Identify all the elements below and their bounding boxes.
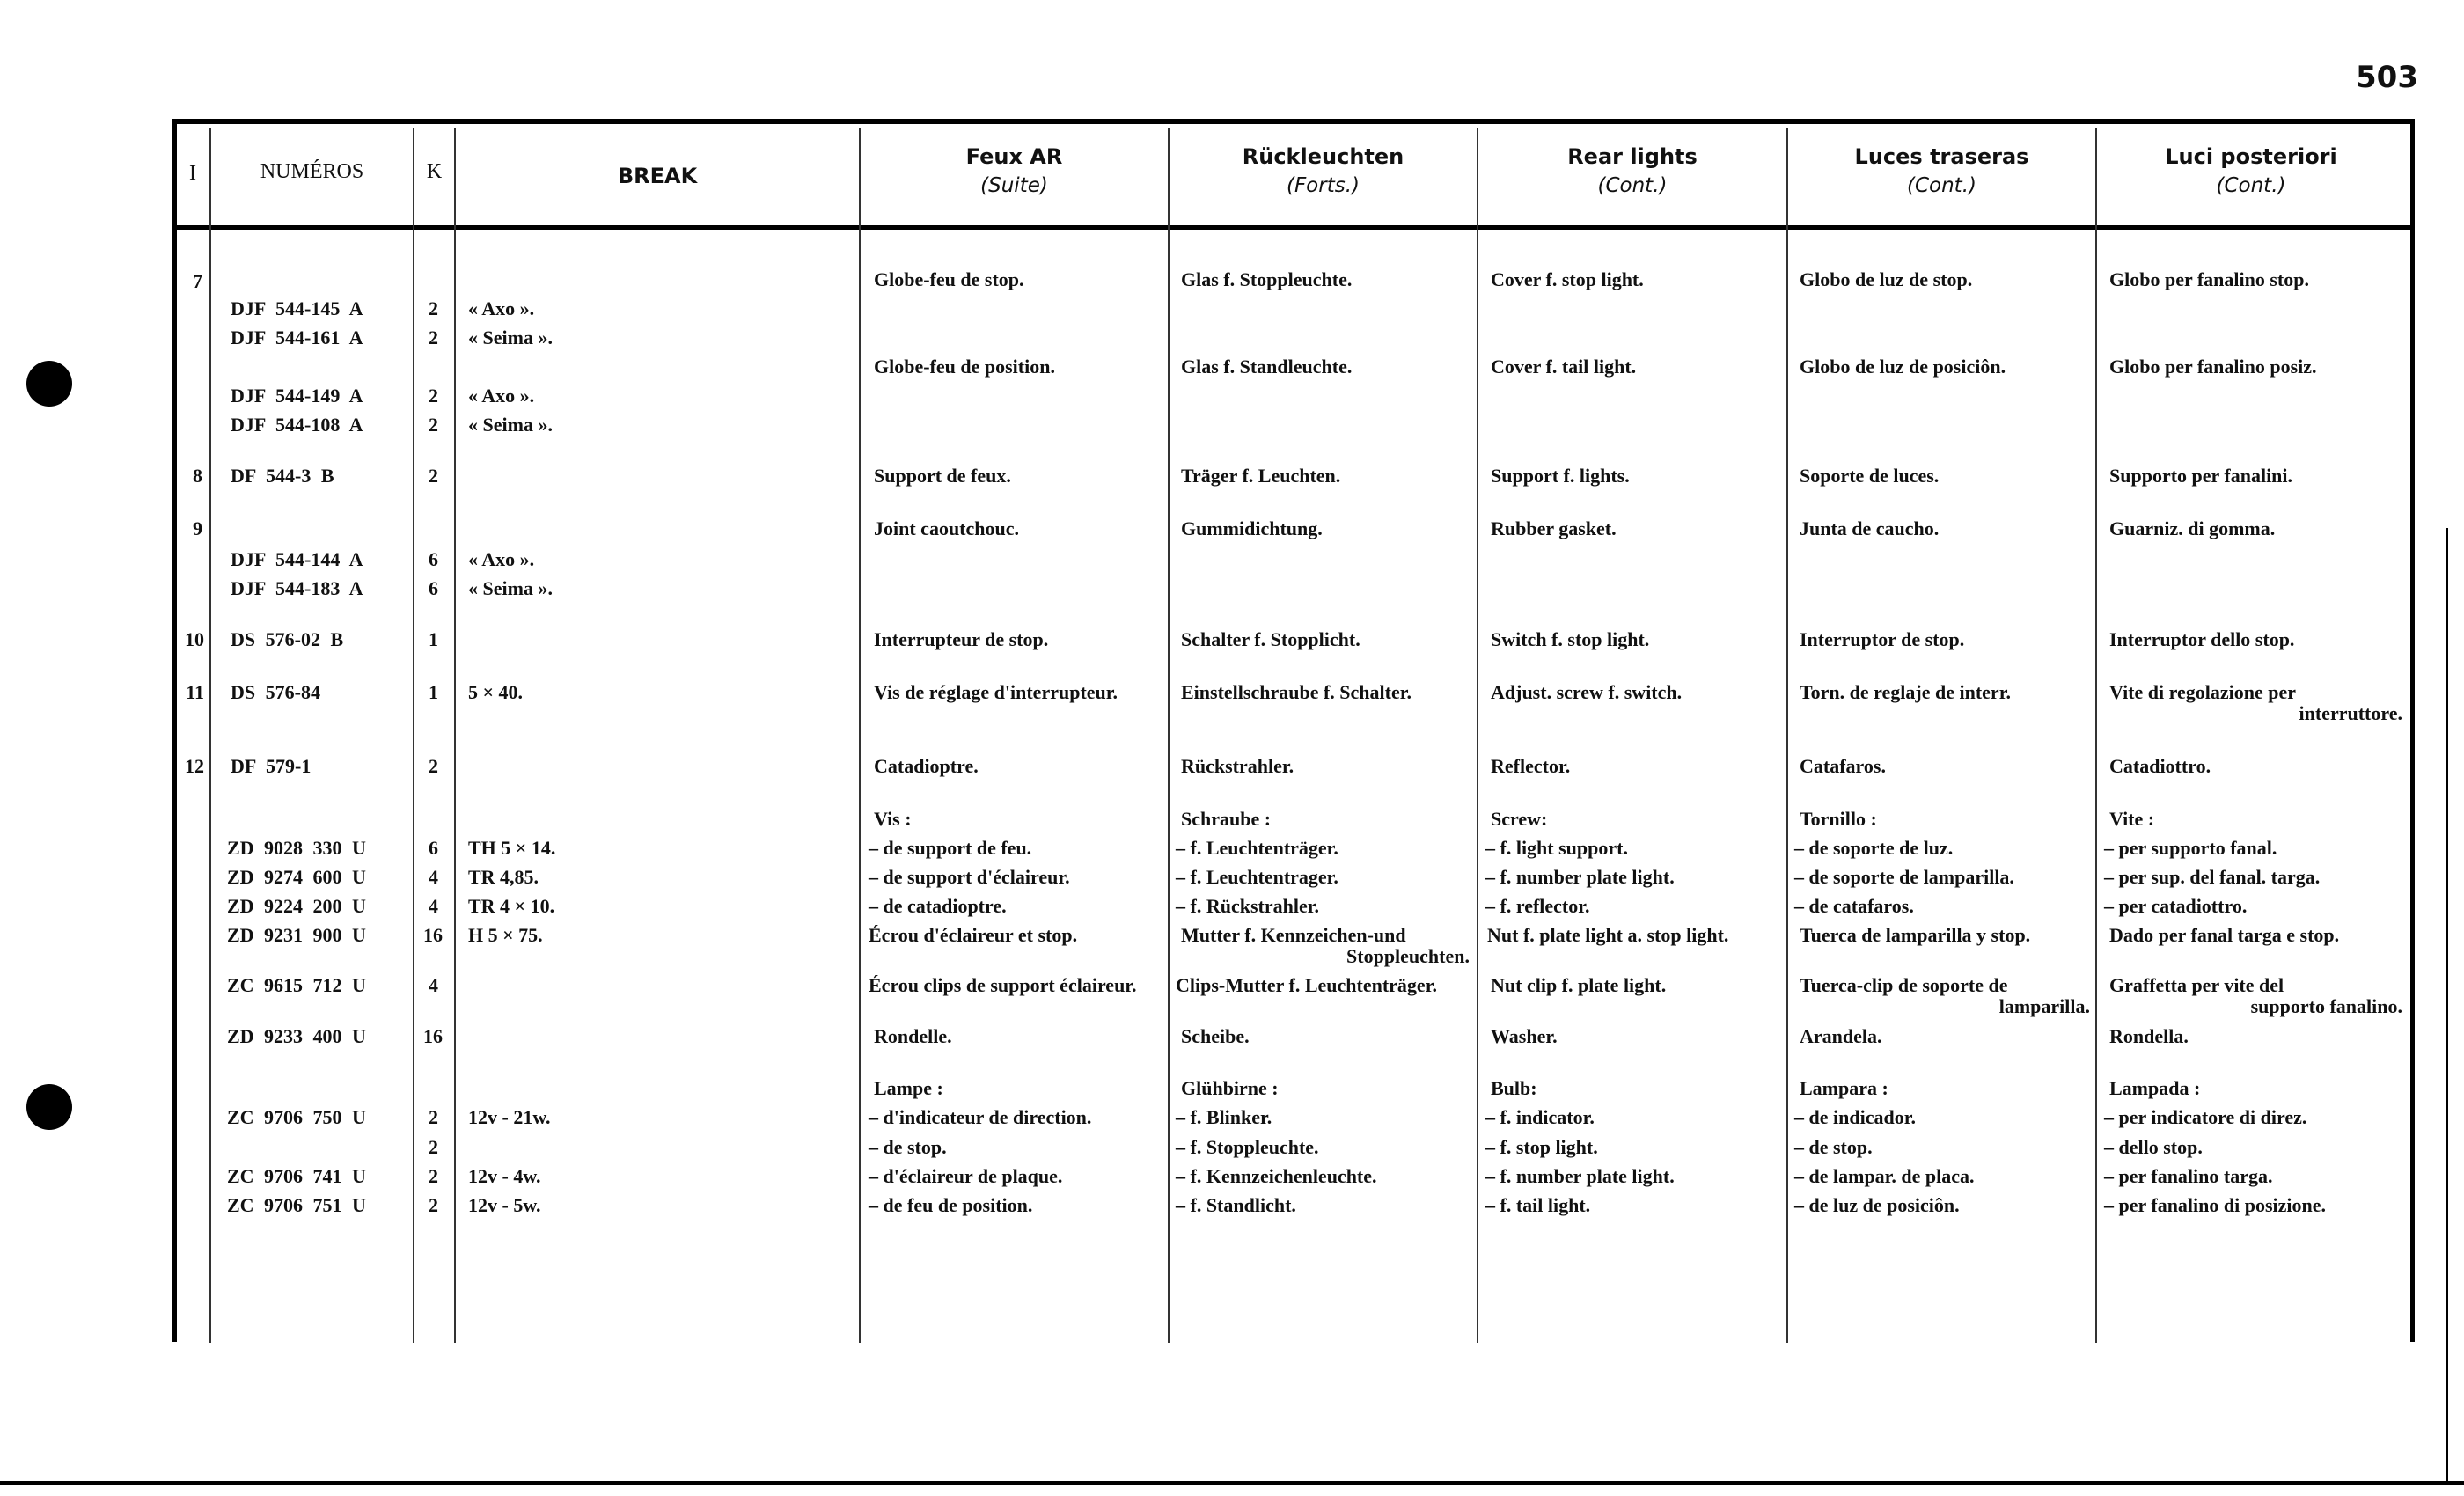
page-number: 503 [2356, 60, 2418, 95]
italian-description: – per fanalino di posizione. [2104, 1194, 2327, 1216]
english-description: – f. stop light. [1485, 1136, 1598, 1158]
spanish-description: – de soporte de luz. [1794, 837, 1954, 859]
german-description: – f. Leuchtenträger. [1176, 837, 1338, 859]
italian-description: Supporto per fanalini. [2109, 465, 2293, 487]
german-description: Glas f. Stoppleuchte. [1181, 268, 1353, 290]
header-english-title: Rear lights [1567, 144, 1698, 169]
french-description: Rondelle. [874, 1025, 952, 1047]
quantity: 2 [429, 385, 438, 407]
page-edge-line [2446, 528, 2448, 1483]
french-description: – de stop. [869, 1136, 947, 1158]
quantity: 4 [429, 866, 438, 888]
french-description: – d'éclaireur de plaque. [869, 1165, 1063, 1187]
german-description: Schalter f. Stopplicht. [1181, 628, 1360, 650]
spanish-description: Lampara : [1800, 1077, 1888, 1099]
variant-note: 12v - 21w. [468, 1106, 551, 1128]
french-description: – de feu de position. [869, 1194, 1033, 1216]
variant-note: « Seima ». [468, 326, 553, 348]
english-description: Bulb: [1491, 1077, 1537, 1099]
variant-note: « Seima ». [468, 414, 553, 436]
spanish-description: Soporte de luces. [1800, 465, 1940, 487]
french-description: Vis : [874, 808, 912, 830]
quantity: 2 [429, 1136, 438, 1158]
part-number: ZD 9274 600 U [227, 866, 366, 888]
quantity: 1 [429, 628, 438, 650]
part-number: DJF 544-145 A [231, 297, 363, 319]
item-number: 10 [185, 628, 204, 650]
part-number: DJF 544-108 A [231, 414, 363, 436]
column-divider [209, 128, 211, 1343]
header-k: K [426, 160, 443, 183]
italian-description: Globo per fanalino stop. [2109, 268, 2309, 290]
part-number: DS 576-02 B [231, 628, 344, 650]
german-description: – f. Leuchtentrager. [1176, 866, 1338, 888]
english-description: Support f. lights. [1491, 465, 1630, 487]
column-divider [454, 128, 456, 1343]
spanish-description: – de indicador. [1794, 1106, 1916, 1128]
quantity: 6 [429, 837, 438, 859]
english-description: Nut f. plate light a. stop light. [1487, 924, 1729, 946]
item-number: 11 [186, 681, 204, 703]
german-description: Schraube : [1181, 808, 1272, 830]
quantity: 6 [429, 577, 438, 599]
spanish-description: Interruptor de stop. [1800, 628, 1965, 650]
spanish-description: – de stop. [1794, 1136, 1873, 1158]
quantity: 2 [429, 1165, 438, 1187]
english-description: Washer. [1491, 1025, 1558, 1047]
english-description: Nut clip f. plate light. [1491, 974, 1667, 996]
italian-description: Interruptor dello stop. [2109, 628, 2295, 650]
variant-note: TR 4,85. [468, 866, 539, 888]
german-description: – f. Kennzeichenleuchte. [1176, 1165, 1377, 1187]
english-description: Cover f. stop light. [1491, 268, 1644, 290]
english-description: Screw: [1491, 808, 1548, 830]
quantity: 2 [429, 465, 438, 487]
header-french-title: Feux AR [965, 144, 1063, 169]
italian-description: – per catadiottro. [2104, 895, 2248, 917]
german-description: Rückstrahler. [1181, 755, 1294, 777]
french-description: Support de feux. [874, 465, 1011, 487]
part-number: DF 544-3 B [231, 465, 334, 487]
column-divider [1477, 128, 1478, 1343]
bottom-rule [0, 1481, 2464, 1485]
item-number: 7 [193, 270, 202, 292]
german-description: – f. Rückstrahler. [1176, 895, 1319, 917]
italian-description: Guarniz. di gomma. [2109, 517, 2276, 539]
german-description: Gummidichtung. [1181, 517, 1323, 539]
part-number: DF 579-1 [231, 755, 312, 777]
column-divider [1786, 128, 1788, 1343]
binder-hole-bottom [26, 1084, 72, 1130]
spanish-description: Torn. de reglaje de interr. [1800, 681, 2011, 703]
german-description: Glühbirne : [1181, 1077, 1279, 1099]
french-description: Globe-feu de position. [874, 356, 1055, 378]
english-description: – f. indicator. [1485, 1106, 1595, 1128]
italian-description: Catadiottro. [2109, 755, 2211, 777]
quantity: 2 [429, 755, 438, 777]
part-number: ZC 9615 712 U [227, 974, 366, 996]
header-break [456, 164, 859, 188]
french-description: – de support d'éclaireur. [869, 866, 1070, 888]
italian-description: Rondella. [2109, 1025, 2189, 1047]
spanish-description: – de lampar. de placa. [1794, 1165, 1975, 1187]
header-spanish [1788, 144, 2095, 197]
italian-description: Vite di regolazione per [2109, 681, 2297, 703]
quantity: 2 [429, 326, 438, 348]
german-description: – f. Standlicht. [1176, 1194, 1296, 1216]
english-description: – f. tail light. [1485, 1194, 1591, 1216]
column-divider [859, 128, 861, 1343]
french-description: Vis de réglage d'interrupteur. [874, 681, 1118, 703]
quantity: 2 [429, 297, 438, 319]
french-description: – d'indicateur de direction. [869, 1106, 1092, 1128]
part-number: DJF 544-183 A [231, 577, 363, 599]
variant-note: « Axo ». [468, 297, 535, 319]
item-number: 12 [185, 755, 204, 777]
spanish-description: Globo de luz de stop. [1800, 268, 1973, 290]
french-description: – de support de feu. [869, 837, 1032, 859]
german-description: – f. Stoppleuchte. [1176, 1136, 1319, 1158]
english-description: – f. number plate light. [1485, 1165, 1675, 1187]
german-description: Glas f. Standleuchte. [1181, 356, 1353, 378]
column-divider [413, 128, 414, 1343]
spanish-description: Tuerca de lamparilla y stop. [1800, 924, 2031, 946]
spanish-description: Junta de caucho. [1800, 517, 1940, 539]
item-number: 8 [193, 465, 202, 487]
quantity: 4 [429, 895, 438, 917]
english-description: – f. number plate light. [1485, 866, 1675, 888]
variant-note: TR 4 × 10. [468, 895, 555, 917]
italian-description: Graffetta per vite del [2109, 974, 2284, 996]
quantity: 2 [429, 1194, 438, 1216]
german-description: – f. Blinker. [1176, 1106, 1272, 1128]
variant-note: 5 × 40. [468, 681, 524, 703]
spanish-description: Tornillo : [1800, 808, 1877, 830]
english-description: Cover f. tail light. [1491, 356, 1637, 378]
german-description: Mutter f. Kennzeichen-und [1181, 924, 1406, 946]
french-description: – de catadioptre. [869, 895, 1007, 917]
italian-description-cont: supporto fanalino. [2250, 995, 2402, 1017]
quantity: 4 [429, 974, 438, 996]
part-number: ZC 9706 741 U [227, 1165, 366, 1187]
part-number: DJF 544-149 A [231, 385, 363, 407]
french-description: Écrou d'éclaireur et stop. [869, 924, 1078, 946]
italian-description: Lampada : [2109, 1077, 2201, 1099]
part-number: ZD 9224 200 U [227, 895, 366, 917]
header-spanish-sub: (Cont.) [1907, 174, 1976, 197]
english-description: – f. reflector. [1485, 895, 1590, 917]
french-description: Interrupteur de stop. [874, 628, 1049, 650]
part-number: DS 576-84 [231, 681, 320, 703]
variant-note: 12v - 5w. [468, 1194, 541, 1216]
header-break-label: BREAK [617, 164, 698, 188]
header-index: I [189, 162, 196, 185]
italian-description: – dello stop. [2104, 1136, 2203, 1158]
header-french [861, 144, 1168, 197]
variant-note: H 5 × 75. [468, 924, 543, 946]
header-german-sub: (Forts.) [1286, 174, 1360, 197]
quantity: 2 [429, 414, 438, 436]
german-description-cont: Stoppleuchten. [1346, 945, 1470, 967]
quantity: 1 [429, 681, 438, 703]
italian-description-cont: interruttore. [2299, 702, 2402, 724]
spanish-description: Arandela. [1800, 1025, 1882, 1047]
italian-description: Dado per fanal targa e stop. [2109, 924, 2340, 946]
french-description: Joint caoutchouc. [874, 517, 1019, 539]
french-description: Catadioptre. [874, 755, 979, 777]
header-german-title: Rückleuchten [1242, 144, 1404, 169]
german-description: Einstellschraube f. Schalter. [1181, 681, 1412, 703]
quantity: 2 [429, 1106, 438, 1128]
part-number: DJF 544-144 A [231, 548, 363, 570]
english-description: Reflector. [1491, 755, 1571, 777]
quantity: 16 [423, 1025, 443, 1047]
variant-note: « Axo ». [468, 385, 535, 407]
column-divider [2095, 128, 2097, 1343]
english-description: Switch f. stop light. [1491, 628, 1650, 650]
header-french-sub: (Suite) [980, 174, 1048, 197]
english-description: Adjust. screw f. switch. [1491, 681, 1683, 703]
header-german [1170, 144, 1477, 197]
italian-description: Vite : [2109, 808, 2155, 830]
variant-note: TH 5 × 14. [468, 837, 556, 859]
english-description: Rubber gasket. [1491, 517, 1617, 539]
spanish-description: – de luz de posiciôn. [1794, 1194, 1960, 1216]
italian-description: – per sup. del fanal. targa. [2104, 866, 2321, 888]
italian-description: – per fanalino targa. [2104, 1165, 2273, 1187]
quantity: 16 [423, 924, 443, 946]
italian-description: – per supporto fanal. [2104, 837, 2277, 859]
spanish-description: Globo de luz de posiciôn. [1800, 356, 2006, 378]
part-number: ZC 9706 750 U [227, 1106, 366, 1128]
french-description: Globe-feu de stop. [874, 268, 1024, 290]
part-number: DJF 544-161 A [231, 326, 363, 348]
header-english [1478, 144, 1786, 197]
header-rule [176, 225, 2411, 230]
spanish-description: Tuerca-clip de soporte de [1800, 974, 2008, 996]
binder-hole-top [26, 361, 72, 407]
spanish-description: – de soporte de lamparilla. [1794, 866, 2014, 888]
french-description: Lampe : [874, 1077, 943, 1099]
spanish-description: – de catafaros. [1794, 895, 1914, 917]
french-description: Écrou clips de support éclaireur. [869, 974, 1137, 996]
german-description: Träger f. Leuchten. [1181, 465, 1341, 487]
italian-description: – per indicatore di direz. [2104, 1106, 2307, 1128]
header-italian-title: Luci posteriori [2165, 144, 2337, 169]
quantity: 6 [429, 548, 438, 570]
item-number: 9 [193, 517, 202, 539]
german-description: Clips-Mutter f. Leuchtenträger. [1176, 974, 1437, 996]
spanish-description-cont: lamparilla. [1998, 995, 2090, 1017]
header-spanish-title: Luces traseras [1854, 144, 2029, 169]
part-number: ZC 9706 751 U [227, 1194, 366, 1216]
english-description: – f. light support. [1485, 837, 1628, 859]
german-description: Scheibe. [1181, 1025, 1250, 1047]
variant-note: 12v - 4w. [468, 1165, 541, 1187]
header-numeros: NUMÉROS [260, 160, 364, 183]
header-italian [2097, 144, 2405, 197]
spanish-description: Catafaros. [1800, 755, 1886, 777]
part-number: ZD 9233 400 U [227, 1025, 366, 1047]
column-divider [1168, 128, 1170, 1343]
variant-note: « Seima ». [468, 577, 553, 599]
part-number: ZD 9028 330 U [227, 837, 366, 859]
italian-description: Globo per fanalino posiz. [2109, 356, 2317, 378]
header-italian-sub: (Cont.) [2216, 174, 2286, 197]
variant-note: « Axo ». [468, 548, 535, 570]
header-english-sub: (Cont.) [1597, 174, 1668, 197]
part-number: ZD 9231 900 U [227, 924, 366, 946]
